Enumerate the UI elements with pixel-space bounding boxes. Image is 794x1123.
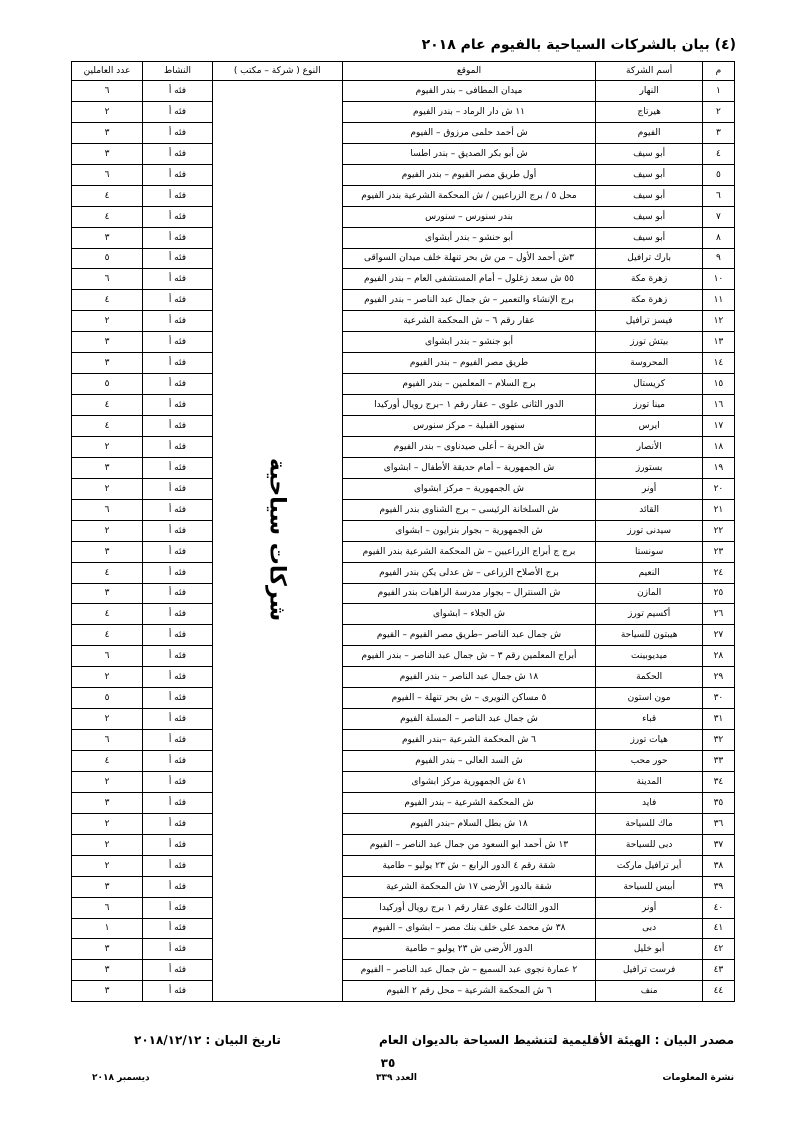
- cell-name: فيسز ترافيل: [596, 311, 702, 332]
- table-row: [72, 374, 735, 395]
- table-row: [72, 101, 735, 122]
- cell-employees: ٤: [72, 751, 143, 772]
- cell-num: ٨: [702, 227, 734, 248]
- cell-employees: ٢: [72, 311, 143, 332]
- cell-num: ٣٩: [702, 876, 734, 897]
- cell-location: ش السد العالى – بندر الفيوم: [342, 751, 596, 772]
- footer-date: ديسمبر ٢٠١٨: [92, 1073, 150, 1083]
- cell-num: ١٢: [702, 311, 734, 332]
- cell-name: الفيوم: [596, 122, 702, 143]
- table-row: [72, 457, 735, 478]
- cell-employees: ٣: [72, 332, 143, 353]
- cell-employees: ٤: [72, 625, 143, 646]
- table-row: [72, 583, 735, 604]
- cell-location: شقة بالدور الأرضى ١٧ ش المحكمة الشرعية: [342, 876, 596, 897]
- cell-num: ٢٨: [702, 646, 734, 667]
- cell-name: أونر: [596, 478, 702, 499]
- cell-location: ميدان المطافى – بندر الفيوم: [342, 81, 596, 102]
- header-name: أسم الشركة: [596, 62, 702, 81]
- cell-name: هيات تورز: [596, 730, 702, 751]
- cell-name: القائد: [596, 499, 702, 520]
- table-row: [72, 290, 735, 311]
- cell-activity: فئه أ: [143, 374, 213, 395]
- table-row: [72, 876, 735, 897]
- table-row: [72, 897, 735, 918]
- cell-activity: فئه أ: [143, 520, 213, 541]
- cell-activity: فئه أ: [143, 499, 213, 520]
- cell-name: أونر: [596, 897, 702, 918]
- cell-num: ٢٩: [702, 667, 734, 688]
- cell-employees: ٢: [72, 478, 143, 499]
- table-row: [72, 227, 735, 248]
- cell-location: طريق مصر الفيوم – بندر الفيوم: [342, 353, 596, 374]
- cell-employees: ٣: [72, 792, 143, 813]
- cell-num: ١٦: [702, 395, 734, 416]
- cell-name: المدينة: [596, 771, 702, 792]
- cell-location: بندر سنورس – سنورس: [342, 206, 596, 227]
- cell-activity: فئه أ: [143, 876, 213, 897]
- cell-activity: فئه أ: [143, 730, 213, 751]
- cell-location: شقة رقم ٤ الدور الرابع – ش ٢٣ يوليو – طامية: [342, 855, 596, 876]
- cell-location: ش الجمهورية – بجوار بنزايون – ابشواى: [342, 520, 596, 541]
- cell-activity: فئه أ: [143, 227, 213, 248]
- cell-name: فايد: [596, 792, 702, 813]
- cell-name: الأنصار: [596, 436, 702, 457]
- cell-num: ٦: [702, 185, 734, 206]
- cell-employees: ٢: [72, 520, 143, 541]
- cell-employees: ٢: [72, 436, 143, 457]
- cell-name: بارك ترافيل: [596, 248, 702, 269]
- cell-activity: فئه أ: [143, 478, 213, 499]
- cell-name: أبو سيف: [596, 227, 702, 248]
- cell-num: ٢٥: [702, 583, 734, 604]
- cell-location: الدور الأرضى ش ٢٣ يوليو – طامية: [342, 939, 596, 960]
- cell-name: أبو سيف: [596, 185, 702, 206]
- cell-employees: ٣: [72, 143, 143, 164]
- cell-name: أير ترافيل ماركت: [596, 855, 702, 876]
- table-row: [72, 332, 735, 353]
- table-row: [72, 436, 735, 457]
- cell-name: النهار: [596, 81, 702, 102]
- header-location: الموقع: [342, 62, 596, 81]
- cell-employees: ٤: [72, 562, 143, 583]
- cell-location: أبراج المعلمين رقم ٣ – ش جمال عبد الناصر – بندر الفيوم: [342, 646, 596, 667]
- cell-location: ٣٨ ش محمد على خلف بنك مصر – ابشواى – الفيوم: [342, 918, 596, 939]
- cell-location: ٣ش أحمد الأول – من ش بحر تنهلة خلف ميدان السواقى: [342, 248, 596, 269]
- table-row: [72, 499, 735, 520]
- table-row: [72, 478, 735, 499]
- cell-num: ٤: [702, 143, 734, 164]
- cell-employees: ٤: [72, 185, 143, 206]
- cell-num: ١٧: [702, 416, 734, 437]
- cell-num: ٣: [702, 122, 734, 143]
- cell-employees: ٣: [72, 353, 143, 374]
- cell-name: أبو سيف: [596, 164, 702, 185]
- cell-activity: فئه أ: [143, 813, 213, 834]
- cell-location: ش الجمهورية – مركز ابشواى: [342, 478, 596, 499]
- cell-name: النعيم: [596, 562, 702, 583]
- cell-num: ٢٤: [702, 562, 734, 583]
- table-row: [72, 625, 735, 646]
- cell-location: ش السنترال – بجوار مدرسة الراهبات بندر الفيوم: [342, 583, 596, 604]
- cell-name: مينا تورز: [596, 395, 702, 416]
- cell-name: أبو خليل: [596, 939, 702, 960]
- cell-activity: فئه أ: [143, 164, 213, 185]
- cell-activity: فئه أ: [143, 939, 213, 960]
- cell-employees: ٣: [72, 960, 143, 981]
- cell-location: ١٣ ش أحمد ابو السعود من جمال عبد الناصر – الفيوم: [342, 834, 596, 855]
- cell-location: ش جمال عبد الناصر –طريق مصر الفيوم – الفيوم: [342, 625, 596, 646]
- table-row: [72, 813, 735, 834]
- cell-name: حور محب: [596, 751, 702, 772]
- cell-name: أبو سيف: [596, 143, 702, 164]
- cell-employees: ٦: [72, 897, 143, 918]
- cell-activity: فئه أ: [143, 960, 213, 981]
- cell-employees: ٣: [72, 541, 143, 562]
- cell-name: أكسيم تورز: [596, 604, 702, 625]
- cell-name: أبيس للسياحة: [596, 876, 702, 897]
- cell-employees: ٣: [72, 981, 143, 1002]
- cell-employees: ٢: [72, 855, 143, 876]
- cell-employees: ٢: [72, 667, 143, 688]
- header-activity: النشاط: [143, 62, 213, 81]
- cell-location: ٥٥ ش سعد زغلول – أمام المستشفى العام – بندر الفيوم: [342, 269, 596, 290]
- cell-activity: فئه أ: [143, 981, 213, 1002]
- cell-location: الدور الثانى علوى – عقار رقم ١ –برج رويال أوركيدا: [342, 395, 596, 416]
- cell-name: فرست ترافيل: [596, 960, 702, 981]
- cell-name: دبى للسياحة: [596, 834, 702, 855]
- table-row: [72, 792, 735, 813]
- table-row: [72, 520, 735, 541]
- cell-location: ش أحمد حلمى مرزوق – الفيوم: [342, 122, 596, 143]
- cell-name: بيتش تورز: [596, 332, 702, 353]
- cell-activity: فئه أ: [143, 604, 213, 625]
- cell-location: ١٨ ش بطل السلام –بندر الفيوم: [342, 813, 596, 834]
- cell-employees: ٦: [72, 499, 143, 520]
- table-row: [72, 604, 735, 625]
- cell-employees: ٤: [72, 290, 143, 311]
- cell-employees: ١: [72, 918, 143, 939]
- table-row: [72, 81, 735, 102]
- table-row: [72, 751, 735, 772]
- cell-num: ١١: [702, 290, 734, 311]
- cell-activity: فئه أ: [143, 583, 213, 604]
- header-num: م: [702, 62, 734, 81]
- cell-name: كريستال: [596, 374, 702, 395]
- cell-employees: ٣: [72, 583, 143, 604]
- cell-num: ٢٠: [702, 478, 734, 499]
- cell-name: منف: [596, 981, 702, 1002]
- cell-activity: فئه أ: [143, 81, 213, 102]
- cell-location: ش الجلاء – ابشواى: [342, 604, 596, 625]
- cell-employees: ٢: [72, 101, 143, 122]
- cell-activity: فئه أ: [143, 562, 213, 583]
- cell-num: ١٥: [702, 374, 734, 395]
- cell-name: ميديوبينت: [596, 646, 702, 667]
- cell-employees: ٤: [72, 206, 143, 227]
- cell-employees: ٢: [72, 709, 143, 730]
- page-number: ٣٥: [380, 1056, 396, 1070]
- table-row: [72, 730, 735, 751]
- cell-activity: فئه أ: [143, 457, 213, 478]
- cell-num: ١: [702, 81, 734, 102]
- cell-location: برج السلام – المعلمين – بندر الفيوم: [342, 374, 596, 395]
- cell-location: ١١ ش دار الرماد – بندر الفيوم: [342, 101, 596, 122]
- cell-employees: ٢: [72, 834, 143, 855]
- cell-location: ٥ مساكن النويرى – ش بحر تنهلة – الفيوم: [342, 688, 596, 709]
- cell-employees: ٦: [72, 646, 143, 667]
- cell-location: برج الإنشاء والتعمير – ش جمال عبد الناصر – بندر الفيوم: [342, 290, 596, 311]
- table-body: [72, 81, 735, 1002]
- data-date: تاريخ البيان : ٢٠١٨/١٢/١٢: [134, 1033, 281, 1047]
- cell-num: ٣٢: [702, 730, 734, 751]
- cell-location: ٤١ ش الجمهورية مركز ابشواى: [342, 771, 596, 792]
- companies-table: [71, 61, 735, 1002]
- cell-location: ٦ ش المحكمة الشرعية –بندر الفيوم: [342, 730, 596, 751]
- cell-name: مون استون: [596, 688, 702, 709]
- cell-location: ش الجمهورية – أمام حديقة الأطفال – ابشواى: [342, 457, 596, 478]
- cell-location: برج ج أبراج الزراعيين – ش المحكمة الشرعية بندر الفيوم: [342, 541, 596, 562]
- table-row: [72, 855, 735, 876]
- cell-employees: ٥: [72, 688, 143, 709]
- cell-num: ٣٥: [702, 792, 734, 813]
- cell-employees: ٣: [72, 227, 143, 248]
- footer-publication: نشرة المعلومات: [662, 1073, 734, 1083]
- cell-activity: فئه أ: [143, 122, 213, 143]
- cell-activity: فئه أ: [143, 395, 213, 416]
- cell-num: ٣٣: [702, 751, 734, 772]
- cell-num: ١٩: [702, 457, 734, 478]
- table-row: [72, 981, 735, 1002]
- cell-num: ٢: [702, 101, 734, 122]
- table-row: [72, 248, 735, 269]
- cell-employees: ٦: [72, 164, 143, 185]
- table-row: [72, 353, 735, 374]
- cell-name: زهرة مكة: [596, 290, 702, 311]
- table-row: [72, 918, 735, 939]
- cell-location: ش الحرية – أعلى صيدناوى – بندر الفيوم: [342, 436, 596, 457]
- cell-employees: ٢: [72, 813, 143, 834]
- table-row: [72, 960, 735, 981]
- table-row: [72, 939, 735, 960]
- cell-name: زهرة مكة: [596, 269, 702, 290]
- cell-num: ٢٣: [702, 541, 734, 562]
- cell-employees: ٣: [72, 876, 143, 897]
- cell-activity: فئه أ: [143, 311, 213, 332]
- cell-location: ش السلخانة الرئيسى – برج الشناوى بندر الفيوم: [342, 499, 596, 520]
- cell-num: ٢١: [702, 499, 734, 520]
- cell-activity: فئه أ: [143, 248, 213, 269]
- table-row: [72, 416, 735, 437]
- table-row: [72, 688, 735, 709]
- cell-num: ١٨: [702, 436, 734, 457]
- cell-location: ١٨ ش جمال عبد الناصر – بندر الفيوم: [342, 667, 596, 688]
- cell-num: ٢٢: [702, 520, 734, 541]
- cell-num: ٤٣: [702, 960, 734, 981]
- table-row: [72, 164, 735, 185]
- cell-name: سيدنى تورز: [596, 520, 702, 541]
- cell-employees: ٥: [72, 374, 143, 395]
- cell-activity: فئه أ: [143, 416, 213, 437]
- table-row: [72, 143, 735, 164]
- header-type: النوع ( شركة – مكتب ): [212, 62, 342, 81]
- cell-activity: فئه أ: [143, 771, 213, 792]
- table-row: [72, 541, 735, 562]
- cell-name: الحكمة: [596, 667, 702, 688]
- cell-name: هيرتاج: [596, 101, 702, 122]
- cell-num: ٤١: [702, 918, 734, 939]
- cell-employees: ٦: [72, 730, 143, 751]
- cell-name: ماك للسياحة: [596, 813, 702, 834]
- cell-name: قباء: [596, 709, 702, 730]
- cell-activity: فئه أ: [143, 436, 213, 457]
- cell-num: ١٠: [702, 269, 734, 290]
- cell-name: أبو سيف: [596, 206, 702, 227]
- cell-num: ٢٧: [702, 625, 734, 646]
- cell-num: ٣٨: [702, 855, 734, 876]
- cell-num: ٣٠: [702, 688, 734, 709]
- cell-activity: فئه أ: [143, 101, 213, 122]
- table-row: [72, 185, 735, 206]
- page-title: (٤) بيان بالشركات السياحية بالفيوم عام ٢٠١٨: [421, 37, 736, 53]
- table-row: [72, 269, 735, 290]
- cell-num: ٢٦: [702, 604, 734, 625]
- cell-num: ٧: [702, 206, 734, 227]
- cell-activity: فئه أ: [143, 625, 213, 646]
- cell-activity: فئه أ: [143, 143, 213, 164]
- cell-activity: فئه أ: [143, 353, 213, 374]
- cell-type-merged: [212, 81, 342, 1002]
- cell-location: ش المحكمة الشرعية – بندر الفيوم: [342, 792, 596, 813]
- table-row: [72, 667, 735, 688]
- cell-location: ش جمال عبد الناصر – المسلة الفيوم: [342, 709, 596, 730]
- cell-activity: فئه أ: [143, 751, 213, 772]
- cell-activity: فئه أ: [143, 667, 213, 688]
- cell-location: سنهور القبلية – مركز سنورس: [342, 416, 596, 437]
- cell-name: المازن: [596, 583, 702, 604]
- table-row: [72, 122, 735, 143]
- cell-location: الدور الثالث علوى عقار رقم ١ برج رويال أوركيدا: [342, 897, 596, 918]
- footer-issue: العدد ٣٣٩: [376, 1073, 417, 1083]
- cell-name: سونستا: [596, 541, 702, 562]
- table-row: [72, 834, 735, 855]
- cell-activity: فئه أ: [143, 269, 213, 290]
- cell-num: ٤٢: [702, 939, 734, 960]
- cell-activity: فئه أ: [143, 897, 213, 918]
- cell-activity: فئه أ: [143, 918, 213, 939]
- cell-employees: ٣: [72, 122, 143, 143]
- cell-location: أبو جنشو – بندر ابشواى: [342, 332, 596, 353]
- cell-activity: فئه أ: [143, 792, 213, 813]
- cell-activity: فئه أ: [143, 646, 213, 667]
- cell-employees: ٤: [72, 395, 143, 416]
- cell-activity: فئه أ: [143, 332, 213, 353]
- cell-location: عقار رقم ٦ – ش المحكمة الشرعية: [342, 311, 596, 332]
- cell-num: ١٤: [702, 353, 734, 374]
- cell-num: ٣٦: [702, 813, 734, 834]
- cell-num: ٤٤: [702, 981, 734, 1002]
- cell-employees: ٣: [72, 939, 143, 960]
- header-employees: عدد العاملين: [72, 62, 143, 81]
- cell-location: أول طريق مصر الفيوم – بندر الفيوم: [342, 164, 596, 185]
- table-row: [72, 311, 735, 332]
- cell-location: ٢ عمارة نجوى عبد السميع – ش جمال عبد الناصر – الفيوم: [342, 960, 596, 981]
- cell-num: ٤٠: [702, 897, 734, 918]
- cell-activity: فئه أ: [143, 834, 213, 855]
- cell-num: ٣١: [702, 709, 734, 730]
- type-label: شركات سياحية: [264, 458, 290, 622]
- cell-activity: فئه أ: [143, 688, 213, 709]
- cell-location: محل ٥ / برج الزراعيين / ش المحكمة الشرعية بندر الفيوم: [342, 185, 596, 206]
- table-row: [72, 206, 735, 227]
- cell-activity: فئه أ: [143, 709, 213, 730]
- cell-location: ٦ ش المحكمة الشرعية – محل رقم ٢ الفيوم: [342, 981, 596, 1002]
- cell-employees: ٦: [72, 269, 143, 290]
- cell-activity: فئه أ: [143, 206, 213, 227]
- cell-num: ٣٧: [702, 834, 734, 855]
- cell-employees: ٤: [72, 604, 143, 625]
- table-row: [72, 646, 735, 667]
- cell-location: برج الأصلاح الزراعى – ش عدلى يكن بندر الفيوم: [342, 562, 596, 583]
- cell-num: ٩: [702, 248, 734, 269]
- cell-name: المحروسة: [596, 353, 702, 374]
- table-header-row: [72, 62, 735, 81]
- table-row: [72, 771, 735, 792]
- cell-employees: ٥: [72, 248, 143, 269]
- cell-location: ش أبو بكر الصديق – بندر اطسا: [342, 143, 596, 164]
- cell-activity: فئه أ: [143, 855, 213, 876]
- cell-name: دبى: [596, 918, 702, 939]
- cell-name: ايرس: [596, 416, 702, 437]
- table-row: [72, 562, 735, 583]
- cell-location: أبو حنشو – بندر أبشواى: [342, 227, 596, 248]
- cell-num: ٥: [702, 164, 734, 185]
- cell-activity: فئه أ: [143, 541, 213, 562]
- cell-num: ١٣: [702, 332, 734, 353]
- cell-employees: ٤: [72, 416, 143, 437]
- cell-num: ٣٤: [702, 771, 734, 792]
- cell-activity: فئه أ: [143, 290, 213, 311]
- table-row: [72, 709, 735, 730]
- cell-name: هيبتون للسياحة: [596, 625, 702, 646]
- cell-employees: ٦: [72, 81, 143, 102]
- cell-employees: ٢: [72, 771, 143, 792]
- cell-employees: ٣: [72, 457, 143, 478]
- table-row: [72, 395, 735, 416]
- cell-activity: فئه أ: [143, 185, 213, 206]
- source-note: مصدر البيان : الهيئة الأقليمية لتنشيط السياحة بالديوان العام: [379, 1033, 734, 1047]
- cell-name: بستورز: [596, 457, 702, 478]
